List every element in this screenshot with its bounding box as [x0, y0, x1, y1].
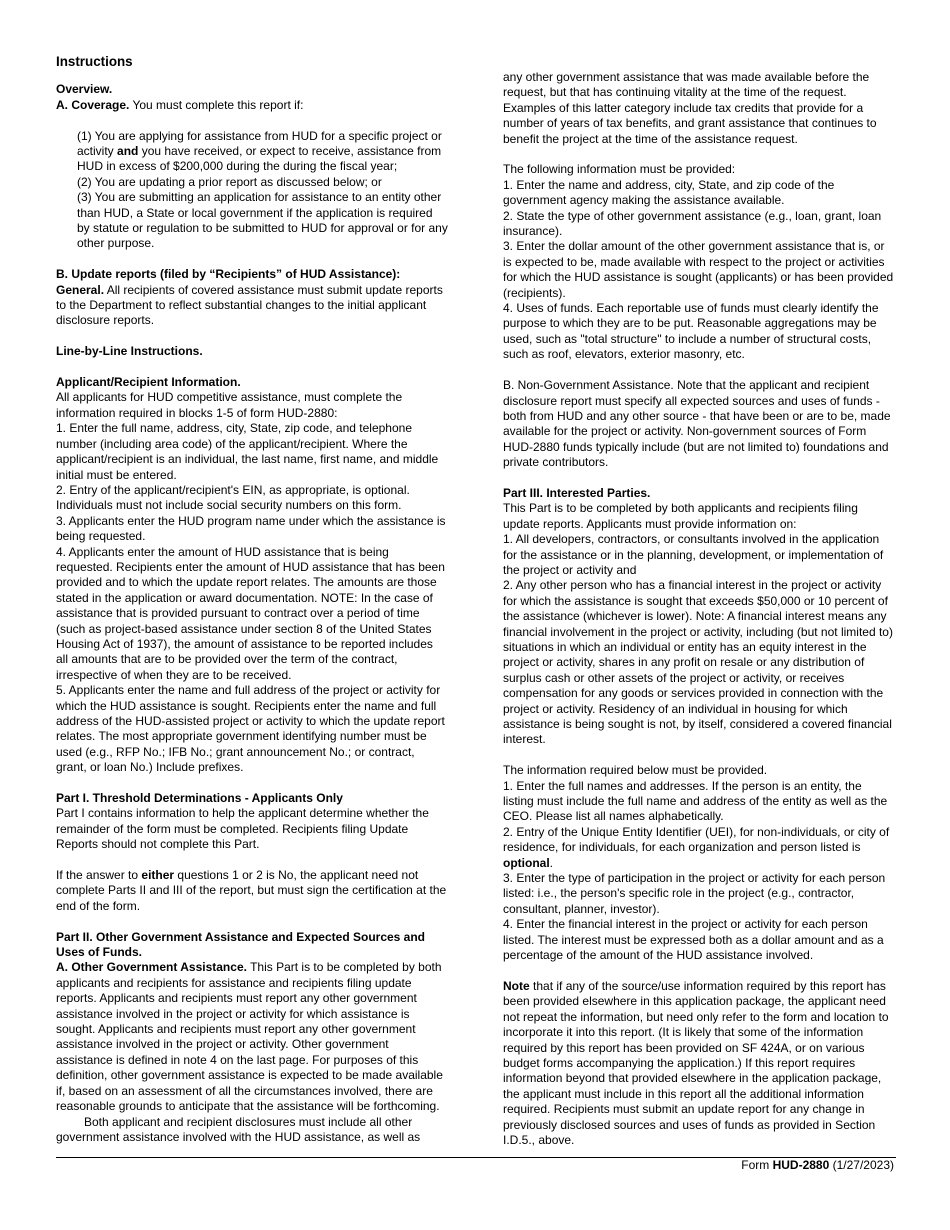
right-column: [503, 70, 895, 1148]
line-by-line-heading: Line-by-Line Instructions.: [56, 344, 203, 359]
coverage-label: A. Coverage.: [56, 97, 130, 112]
applicant-intro: All applicants for HUD competitive assistance, must complete the information required in blocks 1-5 of form HUD-2880:: [56, 390, 403, 420]
part3-req-intro: The information required below must be provided.: [503, 763, 768, 778]
page-title: Instructions: [56, 54, 133, 69]
part3-intro: This Part is to be completed by both applicants and recipients filing update reports. Applicants must provide information on:: [503, 501, 858, 531]
coverage-paragraph: A. Coverage. You must complete this report if:: [56, 97, 304, 112]
form-date: (1/27/2023): [829, 1158, 894, 1172]
update-paragraph: General. All recipients of covered assistance must submit update reports to the Department to reflect substantial changes to the initial applicant disclosure reports.: [56, 282, 443, 328]
part1-text: Part I contains information to help the applicant determine whether the remainder of the form must be completed. Recipients filing Update Reports should not complete this Part.: [56, 806, 429, 852]
part2-info-item: 4. Uses of funds. Each reportable use of funds must clearly identify the purpose to which they are to be put. Reasonable aggregations may be used, such as "total structure" to include a number of structural costs, such as roof, elevators, exterior masonry, etc.: [503, 301, 879, 362]
applicant-item: 2. Entry of the applicant/recipient's EIN, as appropriate, is optional. Individuals must not include social security numbers on this form.: [56, 482, 410, 513]
part3-heading: Part III. Interested Parties.: [503, 485, 651, 500]
part2-both-paragraph: Both applicant and recipient disclosures must include all other government assistance involved with the HUD assistance, as well as: [56, 1114, 421, 1144]
part3-req-item: 3. Enter the type of participation in the project or activity for each person listed: i.e., the person's specific role in the project (e.g., contractor, consultant, planner, investor).: [503, 871, 886, 916]
part3-req-item: 4. Enter the financial interest in the project or activity for each person listed. The interest must be expressed both as a dollar amount and as a percentage of the amount of the HUD assistance involved.: [503, 917, 884, 963]
part3-item: 1. All developers, contractors, or consultants involved in the application for the assistance or in the planning, development, or implementation of the project or activity and: [503, 532, 884, 577]
coverage-item: (2) You are updating a prior report as discussed below; or: [77, 174, 382, 189]
part2-info-item: 1. Enter the name and address, city, State, and zip code of the government agency making the assistance available.: [503, 177, 835, 208]
left-column: [56, 54, 448, 1145]
part2-info-intro: The following information must be provided:: [503, 162, 736, 177]
part2-b-paragraph: B. Non-Government Assistance. Note that the applicant and recipient disclosure report must specify all expected sources and uses of funds - both from HUD and any other source - that have been or are to be, made available for the project or activity. Non-government sources of Form HUD-2880 funds typically include (but are not limited to) foundations and private contributors.: [503, 378, 891, 470]
part1-note: If the answer to either questions 1 or 2 is No, the applicant need not complete Parts II and III of the report, but must sign the certification at the end of the form.: [56, 868, 447, 913]
applicant-item: 4. Applicants enter the amount of HUD assistance that is being requested. Recipients enter the amount of HUD assistance that has been provided and to which the update report relates. The amounts are those stated in the application or award documentation. NOTE: In the case of assistance that is provided pursuant to contract over a period of time (such as project-based assistance under section 8 of the United States Housing Act of 1937), the amount of assistance to be reported includes all amounts that are to be provided over the term of the contract, irrespective of when they are to be received.: [56, 544, 445, 682]
part2-info-item: 3. Enter the dollar amount of the other government assistance that is, or is expected to be, made available with respect to the project or activities for which the HUD assistance is sought (applicants) or has been provided (recipients).: [503, 239, 894, 300]
applicant-item: 5. Applicants enter the name and full address of the project or activity for which the HUD assistance is sought. Recipients enter the name and full address of the HUD-assisted project or activity to which the update report relates. The most appropriate government identifying number must be used (e.g., RFP No.; IFB No.; grant announcement No.; or contract, grant, or loan No.) Include prefixes.: [56, 683, 445, 775]
part3-item: 2. Any other person who has a financial interest in the project or activity for which the assistance is sought that exceeds $50,000 or 10 percent of the assistance (whichever is lower). Note: A financial interest means any financial involvement in the project or activity, including (but not limited to) situations in which an individual or entity has an equity interest in the project or activity, shares in any profit on resale or any distribution of surplus cash or other assets of the project or activity, or receives compensation for any goods or services provided in connection with the project or activity. Residency of an individual in housing for which assistance is being sought is not, by itself, considered a covered financial interest.: [503, 578, 893, 747]
coverage-item: (1) You are applying for assistance from HUD for a specific project or activity and you have received, or expect to receive, assistance from HUD in excess of $200,000 during the during the fiscal year;: [77, 128, 442, 174]
applicant-item: 1. Enter the full name, address, city, State, zip code, and telephone number (including area code) of the applicant/recipient. Where the applicant/recipient is an individual, the last name, first name, and middle initial must be entered.: [56, 421, 439, 482]
part3-req-item: 1. Enter the full names and addresses. If the person is an entity, the listing must include the full name and address of the entity as well as the CEO. Please list all names alphabetically.: [503, 778, 888, 824]
part1-heading: Part I. Threshold Determinations - Applicants Only: [56, 791, 343, 806]
applicant-heading: Applicant/Recipient Information.: [56, 375, 241, 390]
part3-req-item: 2. Entry of the Unique Entity Identifier (UEI), for non-individuals, or city of residence, for individuals, for each organization and person listed is optional.: [503, 824, 890, 870]
part2-a-paragraph: A. Other Government Assistance. This Part is to be completed by both applicants and recipients for assistance and recipients filing update reports. Applicants and recipients must report any other government assistance involved in the project or activity for which assistance is sought. Applicants and recipients must report any other government assistance involved in the project or activity. Other government assistance is defined in note 4 on the last page. For purposes of this definition, other government assistance is expected to be made available if, based on an assessment of all the circumstances involved, there are reasonable grounds to anticipate that the assistance will be forthcoming.: [56, 960, 443, 1114]
part2-heading: Part II. Other Government Assistance and Expected Sources and Uses of Funds.: [56, 929, 426, 960]
part2-continued: any other government assistance that was made available before the request, but that has continuing vitality at the time of the request. Examples of this latter category include tax credits that provide for a number of years of tax benefits, and grant assistance that continues to benefit the project at the time of the assistance request.: [503, 70, 877, 146]
update-heading: B. Update reports (filed by “Recipients” of HUD Assistance):: [56, 267, 401, 282]
coverage-item: (3) You are submitting an application for assistance to an entity other than HUD, a State or local government if the application is required by statute or regulation to be submitted to HUD for approval or for any other purpose.: [77, 190, 448, 251]
part3-note: Note that if any of the source/use information required by this report has been provided elsewhere in this application package, the applicant need not repeat the information, but need only refer to the form and location to incorporate it into this report. (It is likely that some of the information required by this report has been provided on SF 424A, or on various budget forms accompanying the application.) If this report requires information beyond that provided elsewhere in the application package, the applicant must include in this report all the additional information required. Recipients must submit an update report for any change in previously disclosed sources and uses of funds as provided in Section I.D.5., above.: [503, 978, 889, 1147]
overview-heading: Overview.: [56, 82, 113, 97]
form-number: HUD-2880: [772, 1158, 830, 1172]
form-footer: Form HUD-2880 (1/27/2023): [741, 1158, 894, 1172]
coverage-list: [56, 129, 448, 252]
applicant-item: 3. Applicants enter the HUD program name under which the assistance is being requested.: [56, 513, 446, 544]
part2-info-item: 2. State the type of other government assistance (e.g., loan, grant, loan insurance).: [503, 208, 882, 239]
